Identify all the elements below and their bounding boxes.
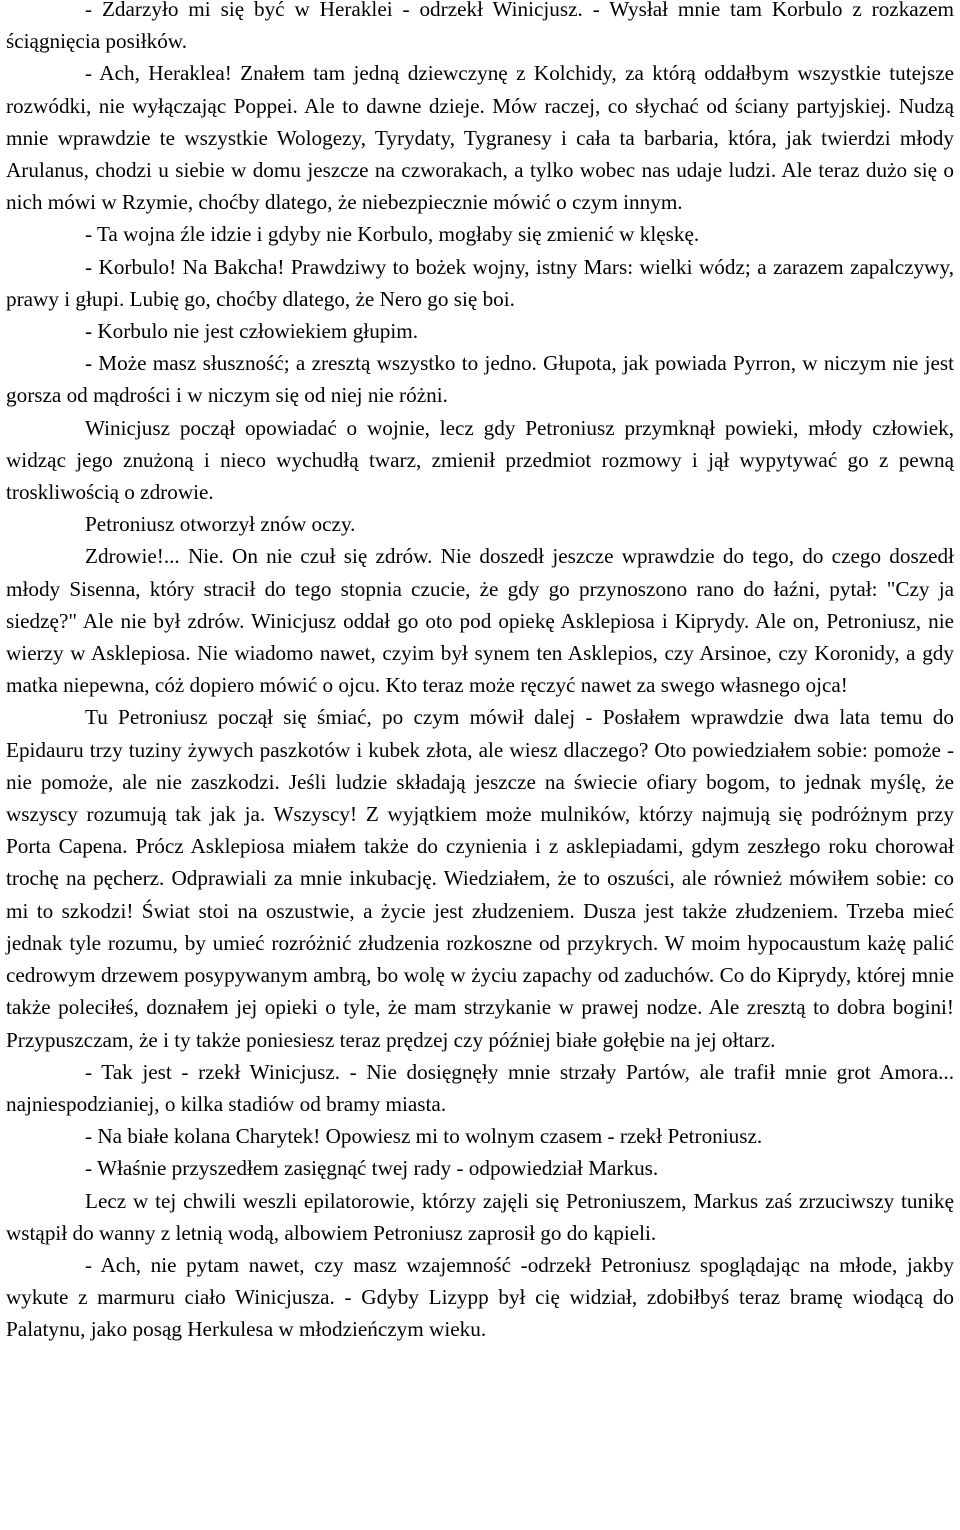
paragraph: Petroniusz otworzył znów oczy. (85, 512, 356, 537)
paragraph: Tu Petroniusz począł się śmiać, po czym mówił dalej - Posłałem wprawdzie dwa lata temu do Epidauru trzy tuziny żywych paszkotów i kubek złota, ale wiesz dlaczego? Oto powiedziałem sobie: pomoże - nie pomoże, ale nie zaszkodzi. Jeśli ludzie składają jeszcze na świecie ofiary bogom, to jednak myślę, że wszyscy rozumują tak jak ja. Wszyscy! Z wyjątkiem może mulników, którzy najmują się podróżnym przy Porta Capena. Prócz Asklepiosa miałem także do czynienia i z asklepiadami, gdym zeszłego roku chorował trochę na pęcherz. Odprawiali za mnie inkubację. Wiedziałem, że to oszuści, ale również mówiłem sobie: co mi to szkodzi! Świat stoi na oszustwie, a życie jest złudzeniem. Dusza jest także złudzeniem. Trzeba mieć jednak tyle rozumu, by umieć rozróżnić złudzenia rozkoszne od przykrych. W moim hypocaustum każę palić cedrowym drzewem posypywanym ambrą, bo wolę w życiu zapachy od zaduchów. Co do Kiprydy, której mnie także poleciłeś, doznałem jej opieki o tyle, że mam strzykanie w prawej nodze. Ale zresztą to dobra bogini! Przypuszczam, że i ty także poniesiesz teraz prędzej czy później białe gołębie na jej ołtarz. (6, 705, 954, 1052)
paragraph: - Ach, nie pytam nawet, czy masz wzajemność -odrzekł Petroniusz spoglądając na młode, jakby wykute z marmuru ciało Winicjusza. - Gdyby Lizypp był cię widział, zdobiłbyś teraz bramę wiodącą do Palatynu, jako posąg Herkulesa w młodzieńczym wieku. (6, 1252, 954, 1342)
paragraph: - Tak jest - rzekł Winicjusz. - Nie dosięgnęły mnie strzały Partów, ale trafił mnie grot Amora... najniespodzianiej, o kilka stadiów od bramy miasta. (6, 1059, 954, 1116)
paragraph: - Na białe kolana Charytek! Opowiesz mi to wolnym czasem - rzekł Petroniusz. (85, 1124, 763, 1149)
paragraph: - Ach, Heraklea! Znałem tam jedną dziewczynę z Kolchidy, za którą oddałbym wszystkie tutejsze rozwódki, nie wyłączając Poppei. Ale to dawne dzieje. Mów raczej, co słychać od ściany partyjskiej. Nudzą mnie wprawdzie te wszystkie Wologezy, Tyrydaty, Tygranesy i cała ta barbaria, która, jak twierdzi młody Arulanus, chodzi u siebie w domu jeszcze na czworakach, a tylko wobec nas udaje ludzi. Ale teraz dużo się o nich mówi w Rzymie, choćby dlatego, że niebezpiecznie mówić o czym innym. (6, 61, 954, 215)
paragraph: - Zdarzyło mi się być w Heraklei - odrzekł Winicjusz. - Wysłał mnie tam Korbulo z rozkazem ściągnięcia posiłków. (6, 0, 954, 54)
paragraph: Lecz w tej chwili weszli epilatorowie, którzy zajęli się Petroniuszem, Markus zaś zrzuciwszy tunikę wstąpił do wanny z letnią wodą, albowiem Petroniusz zaprosił go do kąpieli. (6, 1188, 954, 1245)
paragraph: Winicjusz począł opowiadać o wojnie, lecz gdy Petroniusz przymknął powieki, młody człowiek, widząc jego znużoną i nieco wychudłą twarz, zmienił przedmiot rozmowy i jął wypytywać go z pewną troskliwością o zdrowie. (6, 415, 954, 505)
paragraph: - Korbulo! Na Bakcha! Prawdziwy to bożek wojny, istny Mars: wielki wódz; a zarazem zapalczywy, prawy i głupi. Lubię go, choćby dlatego, że Nero go się boi. (6, 254, 954, 311)
paragraph: - Może masz słuszność; a zresztą wszystko to jedno. Głupota, jak powiada Pyrron, w niczym nie jest gorsza od mądrości i w niczym się od niej nie różni. (6, 351, 954, 408)
paragraph: - Właśnie przyszedłem zasięgnąć twej rady - odpowiedział Markus. (85, 1156, 659, 1181)
paragraph: - Korbulo nie jest człowiekiem głupim. (85, 319, 419, 344)
paragraph: - Ta wojna źle idzie i gdyby nie Korbulo, mogłaby się zmienić w klęskę. (85, 222, 700, 247)
paragraph: Zdrowie!... Nie. On nie czuł się zdrów. Nie doszedł jeszcze wprawdzie do tego, do czego doszedł młody Sisenna, który stracił do tego stopnia czucie, że gdy go przynoszono rano do łaźni, pytał: "Czy ja siedzę?" Ale nie był zdrów. Winicjusz oddał go oto pod opiekę Asklepiosa i Kiprydy. Ale on, Petroniusz, nie wierzy w Asklepiosa. Nie wiadomo nawet, czyim był synem ten Asklepios, czy Arsinoe, czy Koronidy, a gdy matka niepewna, cóż dopiero mówić o ojcu. Kto teraz może ręczyć nawet za swego własnego ojca! (6, 544, 954, 698)
